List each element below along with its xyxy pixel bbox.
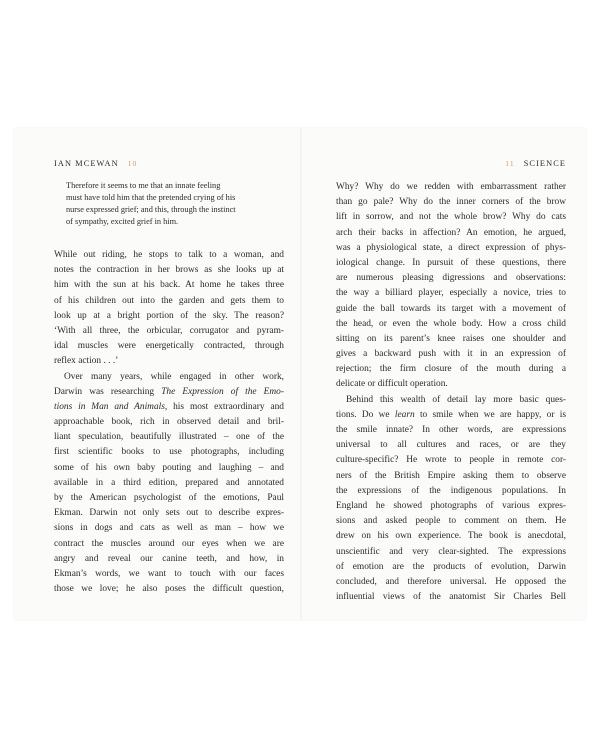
text-line: influential views of the anatomist Sir Charles Bell (336, 592, 566, 603)
text-line: him with the sun at his back. At home he takes three (54, 280, 284, 291)
text-line: of his children out into the garden and gets them to (54, 295, 284, 306)
text-line: the smile innate? In other words, are expressions (336, 425, 566, 435)
text-line: rejection; the firm closure of the mouth during a (336, 364, 566, 375)
running-head-author: IAN MCEWAN (54, 159, 119, 168)
text-line: look up at a bright portion of the sky. The reason? (54, 310, 284, 321)
text-segment: , his most extraordinary and (164, 401, 284, 412)
text-line: sions in dogs and cats as well as man – how we (54, 523, 284, 534)
text-line: drew on his own experience. The book is anecdotal, (336, 531, 566, 542)
book-spread (14, 128, 586, 620)
running-head-section: SCIENCE (523, 159, 566, 168)
text-line: than go pale? Why do the inner corners of the brow (336, 197, 566, 208)
text-line (336, 408, 566, 423)
text-line: the way a billiard player, especially a novice, tries to (336, 288, 566, 299)
text-line: sions and asked people to comment on them. He (336, 516, 566, 527)
text-line: lift in sorrow, and not the whole brow? Why do cats (336, 212, 566, 223)
text-line: Why? Why do we redden with embarrassment rather (336, 182, 566, 192)
text-line: universal to all cultures and races, or are they (336, 440, 566, 451)
text-line: Ekman’s words, we want to touch with our faces (54, 568, 284, 579)
text-line: iological change. In pursuit of these questions, there (336, 257, 566, 268)
text-line: by the American psychologist of the emotions, Paul (54, 493, 284, 503)
text-line: arch their backs in affection? An emotion, he argued, (336, 227, 566, 238)
text-line: sitting on its parent’s knee raises one shoulder and (336, 333, 566, 344)
book-gutter (300, 128, 303, 620)
text-line: those we love; he also poses the difficult question, (54, 584, 284, 595)
text-line: some of his own baby pouting and laughing – and (54, 462, 284, 473)
text-line: guide the ball towards its target with a movement of (336, 303, 566, 314)
text-segment: tions. Do we (336, 409, 395, 420)
text-line: first scientific books to use photographs, including (54, 447, 284, 458)
emphasis-word: learn (394, 409, 415, 420)
text-line: unscientific and very clear-sighted. The expressions (336, 546, 566, 557)
text-line: available in a third edition, prepared and annotated (54, 477, 284, 488)
text-line: concluded, and therefore universal. He opposed the (336, 576, 566, 587)
text-line: ners of the British Empire asking them to observe (336, 470, 566, 481)
text-line: ‘With all three, the orbicular, corrugator and pyram- (54, 325, 284, 336)
text-line: liant speculation, beautifully illustrated – one of the (54, 432, 284, 443)
quote-line: must have told him that the pretended crying of his (66, 193, 236, 202)
body-text-left (54, 248, 284, 597)
left-page (54, 158, 284, 597)
text-line: the head, or even the whole body. How a cross child (336, 318, 566, 329)
text-line: gives a backward push with it in an expression of (336, 349, 566, 360)
text-line: Ekman. Darwin not only sets out to describe expres- (54, 508, 284, 519)
text-line: the expressions of the indigenous populations. In (336, 485, 566, 496)
right-page (336, 158, 566, 605)
text-line: culture-specific? He wrote to people in remote cor- (336, 455, 566, 466)
text-segment: Darwin was researching (54, 386, 162, 397)
quote-line: of sympathy, excited grief in him. (66, 217, 179, 226)
text-line: While out riding, he stops to talk to a woman, and (54, 250, 284, 260)
book-title-italic: The Expression of the Emo- (161, 386, 284, 397)
text-line: contract the muscles around our eyes when we are (54, 538, 284, 549)
text-line: angry and reveal our canine teeth, and how, in (54, 553, 284, 564)
text-line: reflex action . . .’ (54, 356, 119, 367)
text-line: England he showed photographs of various expres- (336, 500, 566, 511)
text-line: approachable book, rich in observed detail and bril- (54, 417, 284, 428)
text-line: Over many years, while engaged in other work, (64, 371, 284, 382)
running-head-left (54, 158, 284, 170)
text-line: are numerous pleasing digressions and observations: (336, 273, 566, 284)
text-line (54, 385, 284, 400)
text-segment: to smile when we are happy, or is (414, 409, 567, 420)
text-line (54, 400, 284, 415)
text-line: delicate or difficult operation. (336, 379, 448, 390)
running-head-right (336, 158, 566, 170)
page-number-left: 10 (127, 159, 138, 168)
text-line: idal muscles were energetically contracted, through (54, 341, 284, 352)
text-line: Behind this wealth of detail lay more basic ques- (346, 394, 566, 405)
text-line: notes the contraction in her brows as she looks up at (54, 265, 284, 276)
quote-line: nurse expressed grief; and this, through the instinct (66, 205, 236, 214)
body-text-right (336, 180, 566, 605)
block-quote (66, 180, 284, 228)
page-number-right: 11 (505, 159, 515, 168)
text-line: was a physiological state, a direct expression of phys- (336, 242, 566, 253)
text-line: of emotion are the products of evolution, Darwin (336, 561, 566, 572)
quote-line: Therefore it seems to me that an innate feeling (66, 181, 221, 190)
book-title-italic: tions in Man and Animals (54, 401, 165, 412)
